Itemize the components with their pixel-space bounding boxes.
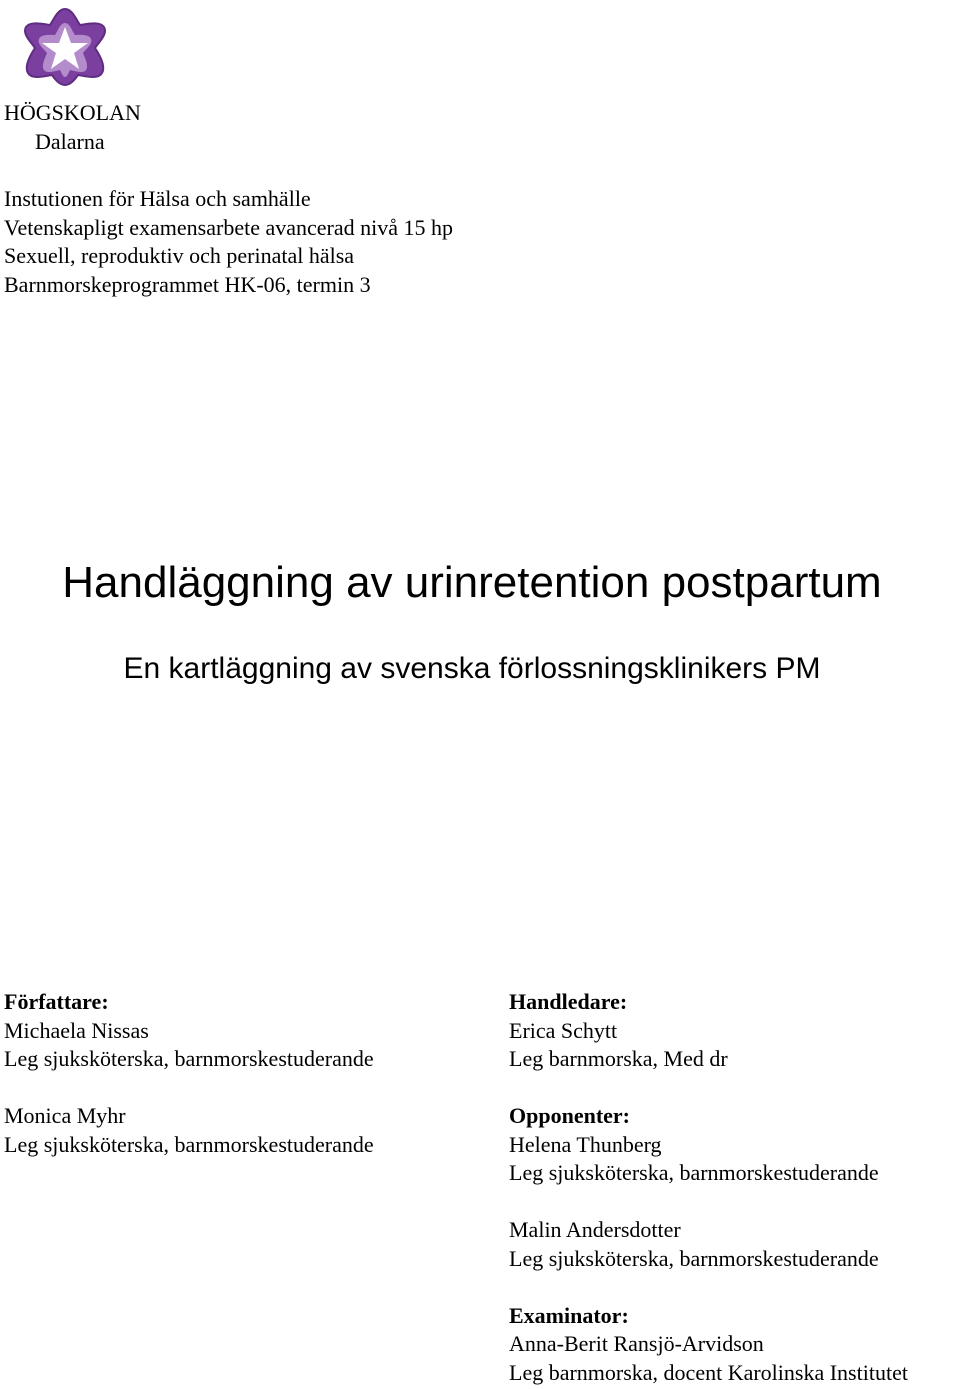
- examiner-name: Anna-Berit Ransjö-Arvidson: [509, 1331, 764, 1356]
- thesis-subtitle: En kartläggning av svenska förlossningsklinikers PM: [123, 652, 821, 685]
- supervisor-name: Erica Schytt: [509, 1017, 618, 1043]
- supervision-section: [509, 988, 908, 1387]
- supervisor-heading: Handledare:: [509, 989, 628, 1014]
- examiner-heading: Examinator:: [509, 1302, 629, 1328]
- author-name: Monica Myhr: [4, 1103, 126, 1128]
- thesis-title: Handläggning av urinretention postpartum: [62, 558, 882, 607]
- author-role: Leg sjuksköterska, barnmorskestuderande: [4, 1131, 374, 1157]
- programme-line: Barnmorskeprogrammet HK-06, termin 3: [4, 271, 371, 297]
- author-name: Michaela Nissas: [4, 1017, 149, 1043]
- opponent-role: Leg sjuksköterska, barnmorskestuderande: [509, 1245, 879, 1271]
- examiner-role: Leg barnmorska, docent Karolinska Institutet: [509, 1359, 908, 1385]
- authors-heading: Författare:: [4, 989, 109, 1014]
- opponent-role: Leg sjuksköterska, barnmorskestuderande: [509, 1160, 879, 1185]
- opponents-heading: Opponenter:: [509, 1103, 630, 1128]
- supervisor-role: Leg barnmorska, Med dr: [509, 1046, 728, 1071]
- star-flower-icon: [20, 5, 110, 87]
- opponent-name: Malin Andersdotter: [509, 1217, 681, 1242]
- org-name: HÖGSKOLAN: [4, 100, 141, 125]
- department-info: [4, 185, 453, 299]
- org-subname: Dalarna: [35, 129, 105, 154]
- authors-section: [4, 988, 374, 1159]
- author-role: Leg sjuksköterska, barnmorskestuderande: [4, 1046, 374, 1071]
- department-line: Instutionen för Hälsa och samhälle: [4, 186, 311, 211]
- course-line: Vetenskapligt examensarbete avancerad nivå 15 hp: [4, 214, 453, 240]
- subject-line: Sexuell, reproduktiv och perinatal hälsa: [4, 243, 355, 268]
- opponent-name: Helena Thunberg: [509, 1131, 662, 1157]
- university-logo: [20, 5, 110, 87]
